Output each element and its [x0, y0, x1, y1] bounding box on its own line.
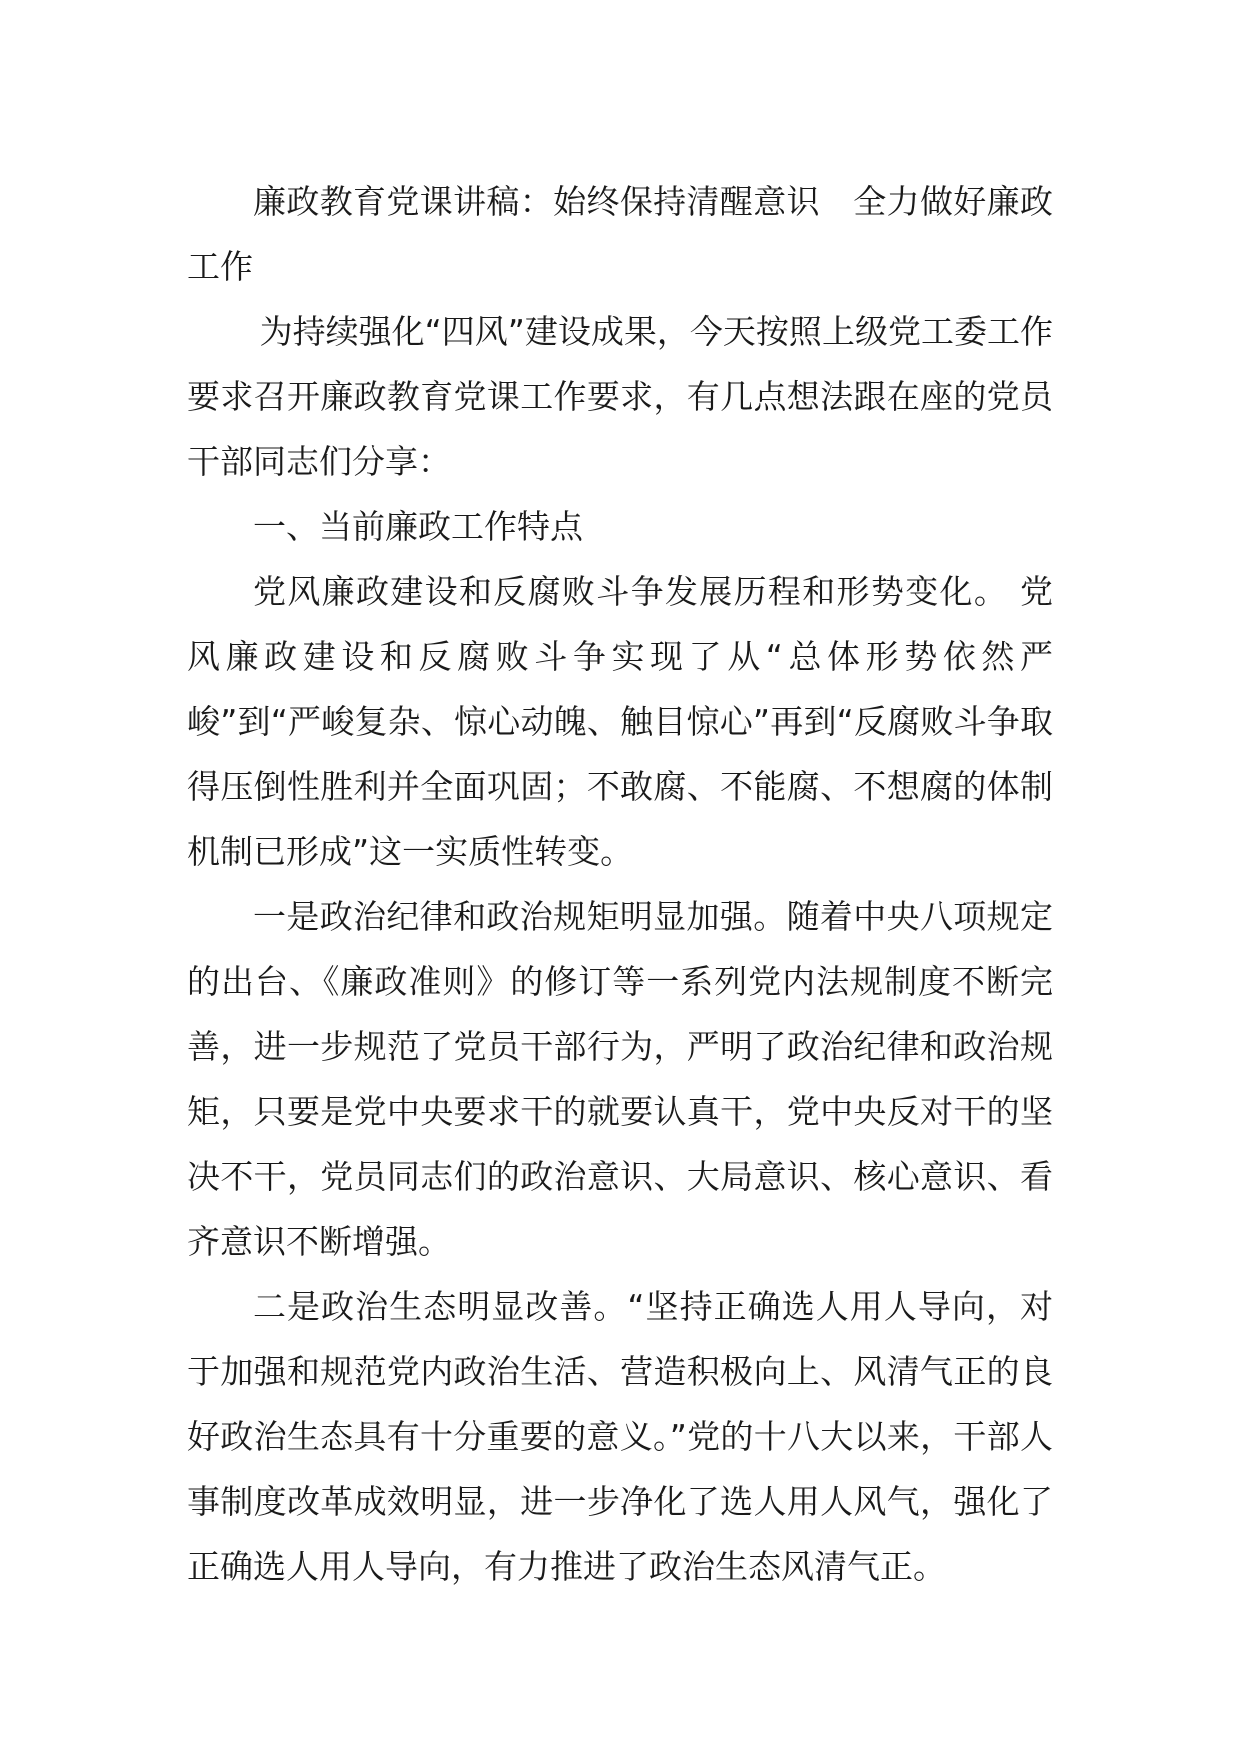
paragraph-point-2: 二是政治生态明显改善。“坚持正确选人用人导向，对于加强和规范党内政治生活、营造积极向上、风清气正的良好政治生态具有十分重要的意义。”党的十八大以来，干部人事制度改革成效明显，进一步净化了选人用人风气，强化了正确选人用人导向，有力推进了政治生态风清气正。 — [187, 1287, 1053, 1586]
document-title: 廉政教育党课讲稿：始终保持清醒意识 全力做好廉政工作 — [187, 182, 1053, 286]
paragraph-point-1: 一是政治纪律和政治规矩明显加强。随着中央八项规定的出台、《廉政准则》的修订等一系列党内法规制度不断完善，进一步规范了党员干部行为，严明了政治纪律和政治规矩，只要是党中央要求干的就要认真干，党中央反对干的坚决不干，党员同志们的政治意识、大局意识、核心意识、看齐意识不断增强。 — [187, 897, 1053, 1261]
paragraph-history: 党风廉政建设和反腐败斗争发展历程和形势变化。 党风廉政建设和反腐败斗争实现了从“总体形势依然严峻”到“严峻复杂、惊心动魄、触目惊心”再到“反腐败斗争取得压倒性胜利并全面巩固；不敢腐、不能腐、不想腐的体制机制已形成”这一实质性转变。 — [187, 572, 1053, 871]
section-heading-1: 一、当前廉政工作特点 — [253, 507, 583, 546]
paragraph-intro: 为持续强化“四风”建设成果，今天按照上级党工委工作要求召开廉政教育党课工作要求，有几点想法跟在座的党员干部同志们分享： — [187, 312, 1053, 481]
document-body — [187, 169, 1053, 1599]
